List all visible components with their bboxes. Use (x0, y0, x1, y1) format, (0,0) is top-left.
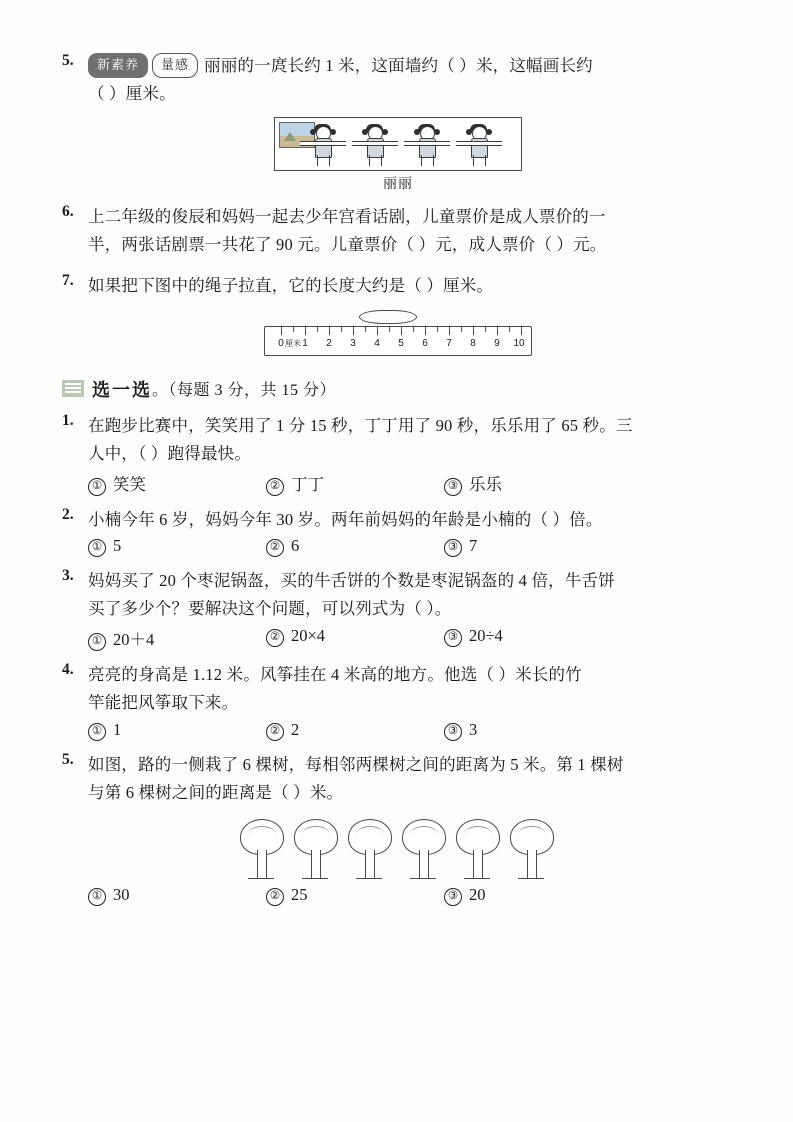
figure-kids-measuring-wall (274, 117, 522, 193)
tree-icon (454, 819, 500, 879)
question-line: 人中，（ ）跑得最快。 (88, 444, 252, 464)
kid-figure (457, 124, 501, 168)
question-line: 如果把下图中的绳子拉直，它的长度大约是（ ）厘米。 (88, 275, 494, 295)
option-marker: ② (266, 478, 284, 496)
arms-icon (404, 141, 450, 146)
rope-shape (359, 310, 417, 324)
option-marker: ② (266, 723, 284, 741)
question-text (88, 661, 734, 718)
question-line: 与第 6 棵树之间的距离是（ ）米。 (88, 782, 344, 802)
option-row (88, 626, 734, 651)
option-3[interactable] (444, 720, 622, 741)
option-label: 5 (113, 536, 122, 555)
question-fill-6 (62, 203, 734, 260)
figure-trees-row (238, 817, 558, 879)
option-marker: ① (88, 888, 106, 906)
option-marker: ① (88, 539, 106, 557)
badge-new-literacy: 新素养 (88, 53, 148, 78)
question-line-text: 丽丽的一庹长约 1 米，这面墙约（ ）米，这幅画长约 (204, 56, 593, 75)
ruler-number: 1 (302, 337, 308, 349)
wall-box (274, 117, 522, 171)
legs-icon (473, 155, 486, 166)
question-number: 3. (62, 567, 74, 584)
option-label: 1 (113, 719, 122, 739)
option-marker: ③ (444, 888, 462, 906)
question-number: 5. (62, 52, 74, 69)
ruler-number: 7 (446, 337, 452, 349)
question-line: 竿能把风筝取下来。 (88, 693, 239, 713)
option-marker: ① (88, 723, 106, 741)
option-row (88, 471, 734, 496)
ruler-number: 10 (513, 337, 525, 349)
ruler-number: 9 (494, 337, 500, 349)
tree-icon (346, 819, 392, 879)
arms-icon (300, 141, 346, 146)
question-number: 7. (62, 271, 74, 289)
option-label: 笑笑 (113, 474, 146, 494)
option-2[interactable] (266, 536, 444, 557)
option-2[interactable] (266, 471, 444, 496)
ruler-number: 2 (326, 337, 332, 349)
question-line: （ ）厘米。 (88, 84, 176, 104)
option-1[interactable] (88, 471, 266, 496)
option-2[interactable] (266, 626, 444, 651)
question-number: 5. (62, 750, 74, 768)
question-line: 半，两张话剧票一共花了 90 元。儿童票价（ ）元，成人票价（ ）元。 (88, 235, 607, 255)
option-label: 6 (291, 536, 300, 555)
section-mark-icon (62, 380, 84, 397)
option-label: 2 (291, 719, 300, 739)
question-choice-4 (62, 661, 734, 741)
question-line (88, 52, 734, 80)
question-line: 在跑步比赛中，笑笑用了 1 分 15 秒，丁丁用了 90 秒，乐乐用了 65 秒。三 (88, 415, 633, 435)
ruler-number: 0 (278, 337, 284, 349)
figure-caption: 丽丽 (383, 176, 413, 192)
ruler-unit-label: 厘米 (285, 338, 301, 348)
legs-icon (421, 155, 434, 166)
question-text (88, 203, 734, 260)
option-marker: ② (266, 629, 284, 647)
option-label: 20×4 (291, 625, 326, 645)
option-marker: ② (266, 888, 284, 906)
option-marker: ② (266, 539, 284, 557)
question-line: 上二年级的俊辰和妈妈一起去少年宫看话剧，儿童票价是成人票价的一 (88, 206, 606, 226)
arms-icon (456, 141, 502, 146)
question-line: 亮亮的身高是 1.12 米。风筝挂在 4 米高的地方。他选（ ）米长的竹 (88, 664, 582, 684)
question-number: 2. (62, 505, 74, 523)
option-marker: ③ (444, 478, 462, 496)
arms-icon (352, 141, 398, 146)
question-text (88, 272, 734, 300)
option-label: 25 (291, 885, 308, 905)
option-label: 乐乐 (469, 474, 502, 494)
option-marker: ③ (444, 629, 462, 647)
kid-figure (405, 124, 449, 168)
tree-icon (508, 819, 554, 879)
option-1[interactable] (88, 626, 266, 651)
badge-quantity-sense: 量感 (152, 53, 198, 78)
question-line: 买了多少个？要解决这个问题，可以列式为（ ）。 (88, 599, 452, 619)
ruler-number: 6 (422, 337, 428, 349)
question-text (88, 412, 734, 469)
question-text (88, 751, 734, 808)
option-1[interactable] (88, 885, 266, 906)
option-marker: ① (88, 633, 106, 651)
question-text (88, 567, 734, 624)
option-3[interactable] (444, 885, 622, 906)
question-fill-7 (62, 272, 734, 356)
option-1[interactable] (88, 720, 266, 741)
legs-icon (317, 155, 330, 166)
option-row (88, 720, 734, 741)
question-line: 妈妈买了 20 个枣泥锅盔，买的牛舌饼的个数是枣泥锅盔的 4 倍，牛舌饼 (88, 571, 615, 590)
section-subtitle: 。（每题 3 分，共 15 分） (152, 382, 337, 400)
option-2[interactable] (266, 720, 444, 741)
question-choice-1 (62, 412, 734, 496)
question-choice-5 (62, 751, 734, 907)
question-number: 1. (62, 411, 74, 429)
page-content (62, 52, 734, 910)
tree-icon (292, 819, 338, 879)
section-header-choice (62, 376, 734, 402)
ruler-number: 5 (398, 337, 404, 349)
ruler-number: 4 (374, 337, 380, 349)
option-marker: ① (88, 478, 106, 496)
question-fill-5 (62, 52, 734, 193)
question-choice-3 (62, 567, 734, 651)
ruler-number: 3 (350, 337, 356, 349)
option-label: 30 (113, 885, 130, 905)
question-choice-2 (62, 506, 734, 557)
question-number: 6. (62, 202, 74, 220)
option-row (88, 536, 734, 557)
option-label: 20÷4 (469, 625, 503, 645)
option-3[interactable] (444, 536, 622, 557)
option-marker: ③ (444, 539, 462, 557)
option-label: 20＋4 (113, 629, 155, 649)
section-title: 选一选 (92, 379, 152, 400)
option-1[interactable] (88, 536, 266, 557)
option-marker: ③ (444, 723, 462, 741)
tree-icon (238, 819, 284, 879)
ruler-number: 8 (470, 337, 476, 349)
option-3[interactable] (444, 626, 622, 651)
ruler-shape (264, 326, 532, 356)
option-label: 20 (469, 885, 486, 905)
option-label: 丁丁 (291, 474, 324, 494)
option-label: 7 (469, 536, 478, 555)
option-3[interactable] (444, 471, 622, 496)
figure-rope-and-ruler (264, 310, 532, 356)
kid-figure (353, 124, 397, 168)
question-number: 4. (62, 660, 74, 678)
question-text (88, 506, 734, 534)
option-label: 3 (469, 719, 478, 739)
option-2[interactable] (266, 885, 444, 906)
option-row (88, 885, 734, 906)
question-text (88, 52, 734, 109)
ruler-ticks (265, 327, 531, 337)
question-line: 小楠今年 6 岁，妈妈今年 30 岁。两年前妈妈的年龄是小楠的（ ）倍。 (88, 509, 603, 529)
tree-icon (400, 819, 446, 879)
kid-figure (301, 124, 345, 168)
question-line: 如图，路的一侧栽了 6 棵树，每相邻两棵树之间的距离为 5 米。第 1 棵树 (88, 754, 624, 774)
legs-icon (369, 155, 382, 166)
